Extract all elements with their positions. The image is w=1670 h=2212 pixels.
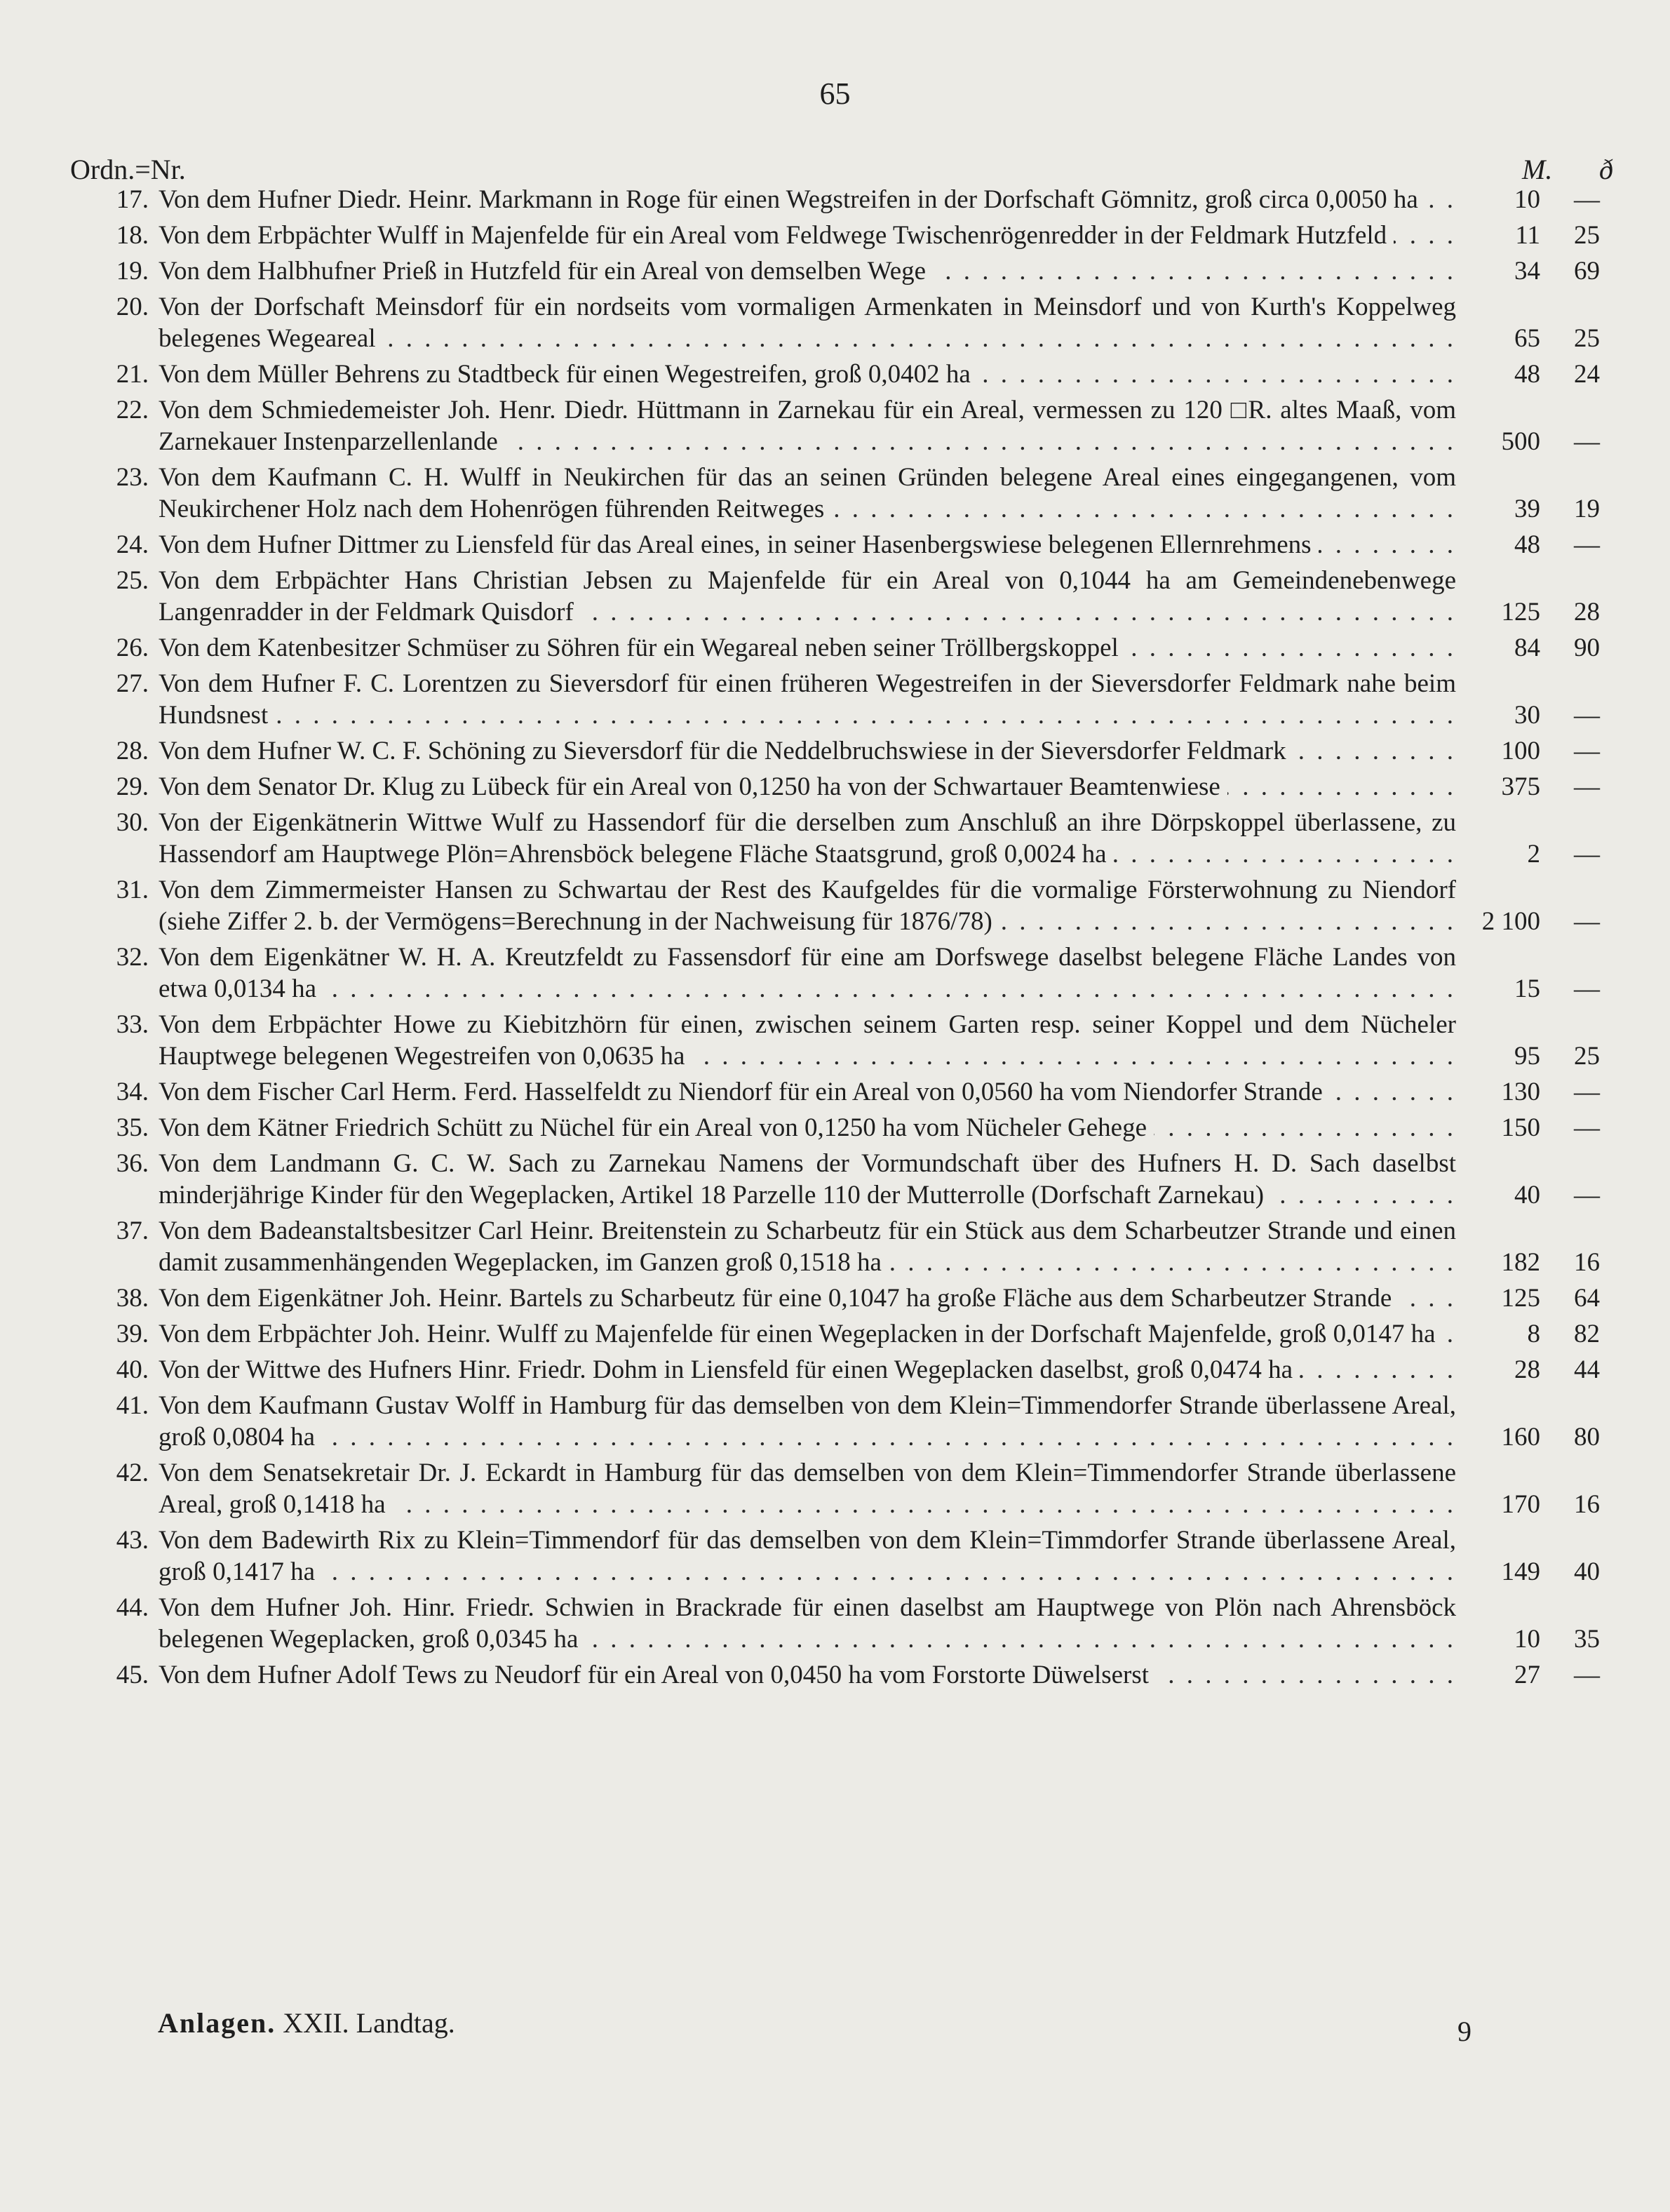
- entry-text: Von der Wittwe des Hufners Hinr. Friedr. Dohm in Liensfeld für einen Wegeplacken daselbst, groß 0,0474 ha: [159, 1355, 1300, 1384]
- entry-pfennig-amount: 24: [1574, 360, 1600, 389]
- entry-text-cell: [159, 771, 1456, 803]
- entry-text-cell: [159, 1592, 1456, 1655]
- entry-number: 34.: [116, 1078, 149, 1106]
- entry-text: Von dem Hufner Dittmer zu Liensfeld für das Areal eines, in seiner Hasenbergswiese belegenen Ellernrehmens: [159, 530, 1319, 559]
- entry-mark-amount: 15: [1514, 974, 1540, 1003]
- entry-pfennig-amount: 40: [1574, 1557, 1600, 1586]
- entry-number: 20.: [116, 293, 149, 321]
- pfennig-column-header: ð: [1599, 154, 1613, 185]
- entry-text: Von dem Eigenkätner Joh. Heinr. Bartels zu Scharbeutz für eine 0,1047 ha große Fläche aus dem Scharbeutzer Strande: [159, 1284, 1399, 1313]
- entry-mark-amount: 125: [1501, 598, 1540, 626]
- entry-text: Von dem Badewirth Rix zu Klein=Timmendorf für das demselben von dem Klein=Timmdorfer Strande überlassene Areal, groß 0,1417 ha: [159, 1526, 1456, 1586]
- entry-mark-amount: 48: [1514, 360, 1540, 389]
- entry-pfennig-amount: 90: [1574, 634, 1600, 662]
- entry-text: Von dem Senator Dr. Klug zu Lübeck für ein Areal von 0,1250 ha von der Schwartauer Beamtenwiese: [159, 772, 1227, 801]
- entry-text: Von dem Kaufmann Gustav Wolff in Hamburg für das demselben von dem Klein=Timmendorfer Strande überlassene Areal, groß 0,0804 ha: [159, 1391, 1456, 1452]
- entry-text: Von dem Hufner Joh. Hinr. Friedr. Schwien in Brackrade für einen daselbst am Hauptwege von Plön nach Ahrensböck belegenen Wegeplacken, groß 0,0345 ha: [159, 1593, 1456, 1654]
- entry-mark-amount: 130: [1501, 1078, 1540, 1106]
- entry-pfennig-amount: 35: [1574, 1625, 1600, 1654]
- entry-pfennig-amount: —: [1574, 530, 1600, 559]
- entry-number: 27.: [116, 669, 149, 698]
- entry-text: Von dem Badeanstaltsbesitzer Carl Heinr. Breitenstein zu Scharbeutz für ein Stück aus dem Scharbeutzer Strande und einen damit zusammenhängenden Wegeplacken, im Ganzen groß 0,1518 ha: [159, 1216, 1456, 1277]
- entry-number: 40.: [116, 1355, 149, 1384]
- entry-text-cell: [159, 1009, 1456, 1072]
- entry-mark-amount: 95: [1514, 1042, 1540, 1071]
- entry-text: Von dem Erbpächter Hans Christian Jebsen zu Majenfelde für ein Areal von 0,1044 ha am Gemeindenebenwege Langenradder in der Feldmark Quisdorf: [159, 566, 1456, 626]
- entry-pfennig-amount: —: [1574, 1078, 1600, 1106]
- entry-pfennig-amount: 25: [1574, 1042, 1600, 1071]
- entry-text-cell: [159, 291, 1456, 354]
- entry-number: 35.: [116, 1113, 149, 1142]
- entry-pfennig-amount: 16: [1574, 1248, 1600, 1277]
- entry-mark-amount: 48: [1514, 530, 1540, 559]
- entry-pfennig-amount: 82: [1574, 1320, 1600, 1348]
- entry-mark-amount: 34: [1514, 257, 1540, 286]
- entry-pfennig-amount: 19: [1574, 495, 1600, 523]
- entry-pfennig-amount: —: [1574, 974, 1600, 1003]
- entry-pfennig-amount: —: [1574, 185, 1600, 214]
- entry-pfennig-amount: —: [1574, 701, 1600, 730]
- entry-mark-amount: 150: [1501, 1113, 1540, 1142]
- entry-row: [70, 291, 1599, 354]
- entry-mark-amount: 84: [1514, 634, 1540, 662]
- entry-pfennig-amount: 69: [1574, 257, 1600, 286]
- entry-row: [70, 358, 1599, 390]
- entry-number: 31.: [116, 876, 149, 904]
- entry-text: Von dem Erbpächter Wulff in Majenfelde für ein Areal vom Feldwege Twischenrögenredder in der Feldmark Hutzfeld: [159, 221, 1394, 250]
- entry-text: Von dem Kaufmann C. H. Wulff in Neukirchen für das an seinen Gründen belegene Areal eines eingegangenen, vom Neukirchener Holz nach dem Hohenrögen führenden Reitweges: [159, 463, 1456, 523]
- entry-mark-amount: 39: [1514, 495, 1540, 523]
- entry-text-cell: [159, 1354, 1456, 1386]
- entry-pfennig-amount: —: [1574, 1661, 1600, 1689]
- entry-row: [70, 1148, 1599, 1211]
- entry-row: [70, 529, 1599, 561]
- entry-text: Von dem Hufner Adolf Tews zu Neudorf für ein Areal von 0,0450 ha vom Forstorte Düwelserst: [159, 1661, 1156, 1689]
- entry-text: Von dem Hufner Diedr. Heinr. Markmann in Roge für einen Wegstreifen in der Dorfschaft Gömnitz, groß circa 0,0050 ha: [159, 185, 1425, 214]
- entry-number: 44.: [116, 1593, 149, 1622]
- entry-row: [70, 184, 1599, 215]
- entry-text-cell: [159, 255, 1456, 287]
- entry-mark-amount: 100: [1501, 737, 1540, 765]
- entry-text-cell: [159, 184, 1456, 215]
- entry-text: Von dem Katenbesitzer Schmüser zu Söhren für ein Wegareal neben seiner Tröllbergskoppel: [159, 634, 1126, 662]
- entry-text: Von dem Halbhufner Prieß in Hutzfeld für ein Areal von demselben Wege: [159, 257, 933, 286]
- entry-number: 33.: [116, 1010, 149, 1039]
- entry-mark-amount: 160: [1501, 1423, 1540, 1452]
- entry-text-cell: [159, 1457, 1456, 1520]
- entry-mark-amount: 182: [1501, 1248, 1540, 1277]
- entry-text-cell: [159, 565, 1456, 628]
- entry-text: Von dem Erbpächter Howe zu Kiebitzhörn für einen, zwischen seinem Garten resp. seiner Koppel und dem Nücheler Hauptwege belegenen Wegestreifen von 0,0635 ha: [159, 1010, 1456, 1071]
- entry-number: 32.: [116, 943, 149, 972]
- entry-text: Von dem Zimmermeister Hansen zu Schwartau der Rest des Kaufgeldes für die vormalige Försterwohnung zu Niendorf (siehe Ziffer 2. b. der Vermögens=Berechnung in der Nachweisung für 1876/78): [159, 876, 1456, 936]
- signature-mark: 9: [1457, 2016, 1472, 2047]
- entry-row: [70, 1009, 1599, 1072]
- entry-mark-amount: 65: [1514, 324, 1540, 353]
- entry-row: [70, 462, 1599, 525]
- entry-mark-amount: 125: [1501, 1284, 1540, 1313]
- entry-pfennig-amount: —: [1574, 737, 1600, 765]
- entry-text-cell: [159, 807, 1456, 870]
- entry-mark-amount: 170: [1501, 1490, 1540, 1519]
- entry-row: [70, 565, 1599, 628]
- entry-number: 29.: [116, 772, 149, 801]
- entry-row: [70, 1457, 1599, 1520]
- entry-mark-amount: 27: [1514, 1661, 1540, 1689]
- entry-text: Von dem Müller Behrens zu Stadtbeck für einen Wegestreifen, groß 0,0402 ha: [159, 360, 978, 389]
- entry-number: 23.: [116, 463, 149, 492]
- entry-pfennig-amount: 44: [1574, 1355, 1600, 1384]
- entry-row: [70, 632, 1599, 664]
- entry-pfennig-amount: 25: [1574, 324, 1600, 353]
- entry-row: [70, 1592, 1599, 1655]
- entry-number: 18.: [116, 221, 149, 250]
- entry-text: Von dem Erbpächter Joh. Heinr. Wulff zu Majenfelde für einen Wegeplacken in der Dorfschaft Majenfelde, groß 0,0147 ha: [159, 1320, 1443, 1348]
- entry-text-cell: [159, 1148, 1456, 1211]
- entry-row: [70, 220, 1599, 251]
- entry-text-cell: [159, 462, 1456, 525]
- entry-text: Von dem Senatsekretair Dr. J. Eckardt in Hamburg für das demselben von dem Klein=Timmendorfer Strande überlassene Areal, groß 0,1418 ha: [159, 1459, 1456, 1519]
- entry-mark-amount: 8: [1527, 1320, 1540, 1348]
- entry-number: 28.: [116, 737, 149, 765]
- entry-number: 39.: [116, 1320, 149, 1348]
- entry-row: [70, 394, 1599, 457]
- entry-mark-amount: 375: [1501, 772, 1540, 801]
- entry-row: [70, 941, 1599, 1005]
- footer-label: Anlagen.: [158, 2007, 276, 2039]
- entry-row: [70, 1112, 1599, 1144]
- footer-text: XXII. Landtag.: [283, 2007, 455, 2039]
- entry-text-cell: [159, 1076, 1456, 1108]
- ordinal-number-header: Ordn.=Nr.: [70, 154, 186, 185]
- entry-pfennig-amount: 25: [1574, 221, 1600, 250]
- entry-text-cell: [159, 220, 1456, 251]
- entry-number: 17.: [116, 185, 149, 214]
- entry-text: Von dem Schmiedemeister Joh. Henr. Diedr. Hüttmann in Zarnekau für ein Areal, vermessen zu 120 □R. altes Maaß, vom Zarnekauer Instenparzellenlande: [159, 396, 1456, 456]
- entry-pfennig-amount: —: [1574, 1181, 1600, 1209]
- entry-text-cell: [159, 1659, 1456, 1691]
- entry-mark-amount: 2 100: [1481, 907, 1540, 936]
- entry-text-cell: [159, 735, 1456, 767]
- mark-column-header: M.: [1522, 154, 1553, 185]
- entry-row: [70, 1390, 1599, 1453]
- column-header: [70, 153, 1613, 188]
- entry-text-cell: [159, 1112, 1456, 1144]
- entry-number: 45.: [116, 1661, 149, 1689]
- entry-pfennig-amount: —: [1574, 1113, 1600, 1142]
- entry-text-cell: [159, 874, 1456, 937]
- entry-text-cell: [159, 1390, 1456, 1453]
- entry-pfennig-amount: —: [1574, 840, 1600, 869]
- entry-row: [70, 1318, 1599, 1350]
- entry-number: 24.: [116, 530, 149, 559]
- entries-list: [70, 184, 1599, 1695]
- page-number: 65: [819, 76, 851, 111]
- entry-mark-amount: 30: [1514, 701, 1540, 730]
- entry-mark-amount: 10: [1514, 1625, 1540, 1654]
- entry-pfennig-amount: —: [1574, 772, 1600, 801]
- entry-pfennig-amount: 80: [1574, 1423, 1600, 1452]
- entry-number: 22.: [116, 396, 149, 424]
- entry-number: 37.: [116, 1216, 149, 1245]
- entry-number: 36.: [116, 1149, 149, 1178]
- entry-mark-amount: 149: [1501, 1557, 1540, 1586]
- entry-text: Von der Eigenkätnerin Wittwe Wulf zu Hassendorf für die derselben zum Anschluß an ihre Dörpskoppel überlassene, zu Hassendorf am Hauptwege Plön=Ahrensböck belegene Fläche Staatsgrund, groß 0,0024 ha: [159, 808, 1456, 869]
- entry-row: [70, 1282, 1599, 1314]
- entry-number: 41.: [116, 1391, 149, 1420]
- entry-mark-amount: 40: [1514, 1181, 1540, 1209]
- entry-text-cell: [159, 1318, 1456, 1350]
- entry-text: Von der Dorfschaft Meinsdorf für ein nordseits vom vormaligen Armenkaten in Meinsdorf und von Kurth's Koppelweg belegenes Wegeareal: [159, 293, 1456, 353]
- entry-row: [70, 1215, 1599, 1278]
- entry-pfennig-amount: 28: [1574, 598, 1600, 626]
- entry-row: [70, 771, 1599, 803]
- entry-number: 43.: [116, 1526, 149, 1555]
- entry-pfennig-amount: —: [1574, 907, 1600, 936]
- entry-number: 25.: [116, 566, 149, 595]
- entry-number: 38.: [116, 1284, 149, 1313]
- entry-text: Von dem Eigenkätner W. H. A. Kreutzfeldt zu Fassensdorf für eine am Dorfswege daselbst belegene Fläche Landes von etwa 0,0134 ha: [159, 943, 1456, 1003]
- entry-row: [70, 807, 1599, 870]
- entry-text: Von dem Fischer Carl Herm. Ferd. Hasselfeldt zu Niendorf für ein Areal von 0,0560 ha vom Niendorfer Strande: [159, 1078, 1330, 1106]
- entry-number: 19.: [116, 257, 149, 286]
- entry-number: 30.: [116, 808, 149, 837]
- entry-text-cell: [159, 394, 1456, 457]
- entry-mark-amount: 2: [1527, 840, 1540, 869]
- entry-row: [70, 1076, 1599, 1108]
- entry-row: [70, 255, 1599, 287]
- entry-text-cell: [159, 1524, 1456, 1588]
- entry-number: 21.: [116, 360, 149, 389]
- entry-mark-amount: 500: [1501, 427, 1540, 456]
- entry-row: [70, 1524, 1599, 1588]
- entry-text-cell: [159, 941, 1456, 1005]
- entry-row: [70, 1354, 1599, 1386]
- entry-row: [70, 874, 1599, 937]
- entry-text-cell: [159, 1282, 1456, 1314]
- entry-row: [70, 735, 1599, 767]
- entry-mark-amount: 10: [1514, 185, 1540, 214]
- entry-row: [70, 668, 1599, 731]
- entry-mark-amount: 28: [1514, 1355, 1540, 1384]
- entry-number: 42.: [116, 1459, 149, 1487]
- entry-text-cell: [159, 1215, 1456, 1278]
- entry-text-cell: [159, 632, 1456, 664]
- entry-pfennig-amount: 16: [1574, 1490, 1600, 1519]
- entry-text-cell: [159, 668, 1456, 731]
- entry-text: Von dem Landmann G. C. W. Sach zu Zarnekau Namens der Vormundschaft über des Hufners H. D. Sach daselbst minderjährige Kinder für den Wegeplacken, Artikel 18 Parzelle 110 der Mutterrolle (Dorfschaft Zarnekau): [159, 1149, 1456, 1209]
- entry-mark-amount: 11: [1515, 221, 1540, 250]
- footer: [158, 2006, 455, 2039]
- entry-row: [70, 1659, 1599, 1691]
- entry-text-cell: [159, 529, 1456, 561]
- entry-text-cell: [159, 358, 1456, 390]
- entry-pfennig-amount: —: [1574, 427, 1600, 456]
- entry-text: Von dem Hufner W. C. F. Schöning zu Sieversdorf für die Neddelbruchswiese in der Sieversdorfer Feldmark: [159, 737, 1293, 765]
- entry-text: Von dem Kätner Friedrich Schütt zu Nüchel für ein Areal von 0,1250 ha vom Nücheler Gehege: [159, 1113, 1154, 1142]
- entry-text: Von dem Hufner F. C. Lorentzen zu Sieversdorf für einen früheren Wegestreifen in der Sieversdorfer Feldmark nahe beim Hundsnest: [159, 669, 1456, 730]
- entry-pfennig-amount: 64: [1574, 1284, 1600, 1313]
- entry-number: 26.: [116, 634, 149, 662]
